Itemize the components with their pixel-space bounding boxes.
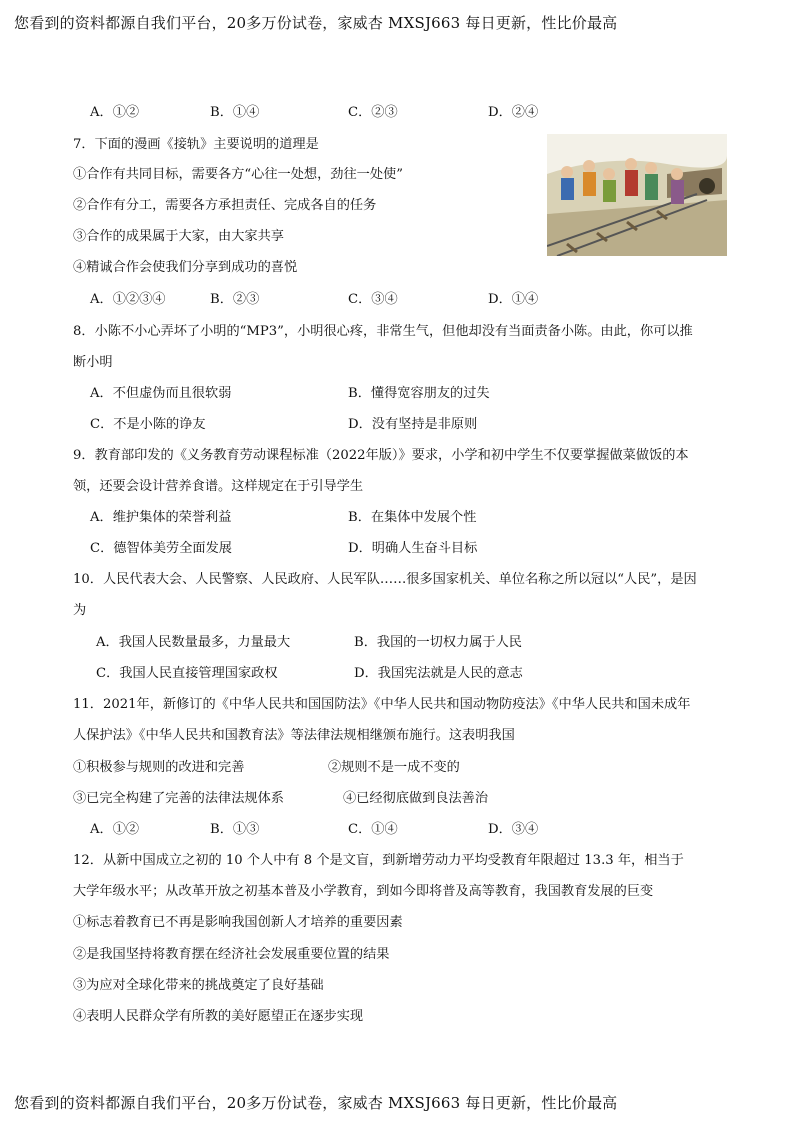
q7-options [0,291,794,309]
q8-options-row-2 [0,416,794,434]
q11-item-4: ④已经彻底做到良法善治 [343,791,489,806]
q10-option-d[interactable]: D．我国宪法就是人民的意志 [354,666,523,681]
q8-option-d[interactable]: D．没有坚持是非原则 [348,417,478,432]
q10-option-b[interactable]: B．我国的一切权力属于人民 [354,635,522,650]
q9-option-a[interactable]: A．维护集体的荣誉利益 [90,510,232,525]
q6-option-c[interactable]: C．②③ [348,105,398,120]
q8-stem-line-2: 断小明 [73,355,113,370]
q9-option-c[interactable]: C．德智体美劳全面发展 [90,541,232,556]
q9-options-row-1 [0,509,794,527]
q10-options-row-1 [0,634,794,652]
header-banner: 您看到的资料都源自我们平台，20多万份试卷，家威杏 MXSJ663 每日更新，性比价最高 [14,14,618,32]
q11-option-b[interactable]: B．①③ [210,822,260,837]
q11-stem-line-2: 人保护法》《中华人民共和国教育法》等法律法规相继颁布施行。这表明我国 [73,728,515,743]
q10-stem-line-1: 10．人民代表大会、人民警察、人民政府、人民军队……很多国家机关、单位名称之所以冠以“人民”，是因 [73,572,697,587]
q6-option-d[interactable]: D．②④ [488,105,539,120]
q12-item-1: ①标志着教育已不再是影响我国创新人才培养的重要因素 [73,915,403,930]
q11-option-c[interactable]: C．①④ [348,822,398,837]
q11-item-3: ③已完全构建了完善的法律法规体系 [73,791,284,806]
q8-stem-line-1: 8．小陈不小心弄坏了小明的“MP3”，小明很心疼，非常生气，但他却没有当面责备小陈。由此，你可以推 [73,324,693,339]
q10-option-c[interactable]: C．我国人民直接管理国家政权 [96,666,278,681]
q7-option-d[interactable]: D．①④ [488,292,539,307]
q7-option-a[interactable]: A．①②③④ [90,292,166,307]
q7-option-c[interactable]: C．③④ [348,292,398,307]
q7-item-3: ③合作的成果属于大家，由大家共享 [73,229,284,244]
q6-option-a[interactable]: A．①② [90,105,140,120]
q12-item-3: ③为应对全球化带来的挑战奠定了良好基础 [73,978,324,993]
q7-option-b[interactable]: B．②③ [210,292,260,307]
q9-stem-line-1: 9．教育部印发的《义务教育劳动课程标准（2022年版）》要求，小学和初中学生不仅要掌握做菜做饭的本 [73,448,689,463]
q8-option-c[interactable]: C．不是小陈的诤友 [90,417,206,432]
q7-item-1: ①合作有共同目标，需要各方“心往一处想，劲往一处使” [73,167,403,182]
q12-item-2: ②是我国坚持将教育摆在经济社会发展重要位置的结果 [73,947,390,962]
q11-option-a[interactable]: A．①② [90,822,140,837]
q9-options-row-2 [0,540,794,558]
q11-items-row-2 [0,790,794,808]
footer-banner: 您看到的资料都源自我们平台，20多万份试卷，家威杏 MXSJ663 每日更新，性比价最高 [14,1094,618,1112]
q11-stem-line-1: 11．2021年，新修订的《中华人民共和国国防法》《中华人民共和国动物防疫法》《中华人民共和国未成年 [73,697,691,712]
q6-options [0,104,794,122]
q10-options-row-2 [0,665,794,683]
q11-options [0,821,794,839]
q11-items-row-1 [0,759,794,777]
q9-stem-line-2: 领，还要会设计营养食谱。这样规定在于引导学生 [73,479,364,494]
q9-option-d[interactable]: D．明确人生奋斗目标 [348,541,478,556]
q7-item-4: ④精诚合作会使我们分享到成功的喜悦 [73,260,298,275]
q8-option-a[interactable]: A．不但虚伪而且很软弱 [90,386,232,401]
q8-options-row-1 [0,385,794,403]
q12-stem-line-2: 大学年级水平；从改革开放之初基本普及小学教育，到如今即将普及高等教育，我国教育发展的巨变 [73,884,654,899]
q8-option-b[interactable]: B．懂得宽容朋友的过失 [348,386,490,401]
q11-item-2: ②规则不是一成不变的 [328,760,460,775]
q12-stem-line-1: 12．从新中国成立之初的 10 个人中有 8 个是文盲，到新增劳动力平均受教育年限超过 13.3 年，相当于 [73,853,684,868]
q11-item-1: ①积极参与规则的改进和完善 [73,760,245,775]
q7-stem: 7．下面的漫画《接轨》主要说明的道理是 [73,137,319,152]
q11-option-d[interactable]: D．③④ [488,822,539,837]
q9-option-b[interactable]: B．在集体中发展个性 [348,510,477,525]
q12-item-4: ④表明人民群众学有所教的美好愿望正在逐步实现 [73,1009,364,1024]
rail-joining-cartoon [547,134,727,256]
q6-option-b[interactable]: B．①④ [210,105,260,120]
q10-stem-line-2: 为 [73,603,87,618]
q10-option-a[interactable]: A．我国人民数量最多，力量最大 [96,635,291,650]
q7-item-2: ②合作有分工，需要各方承担责任、完成各自的任务 [73,198,377,213]
